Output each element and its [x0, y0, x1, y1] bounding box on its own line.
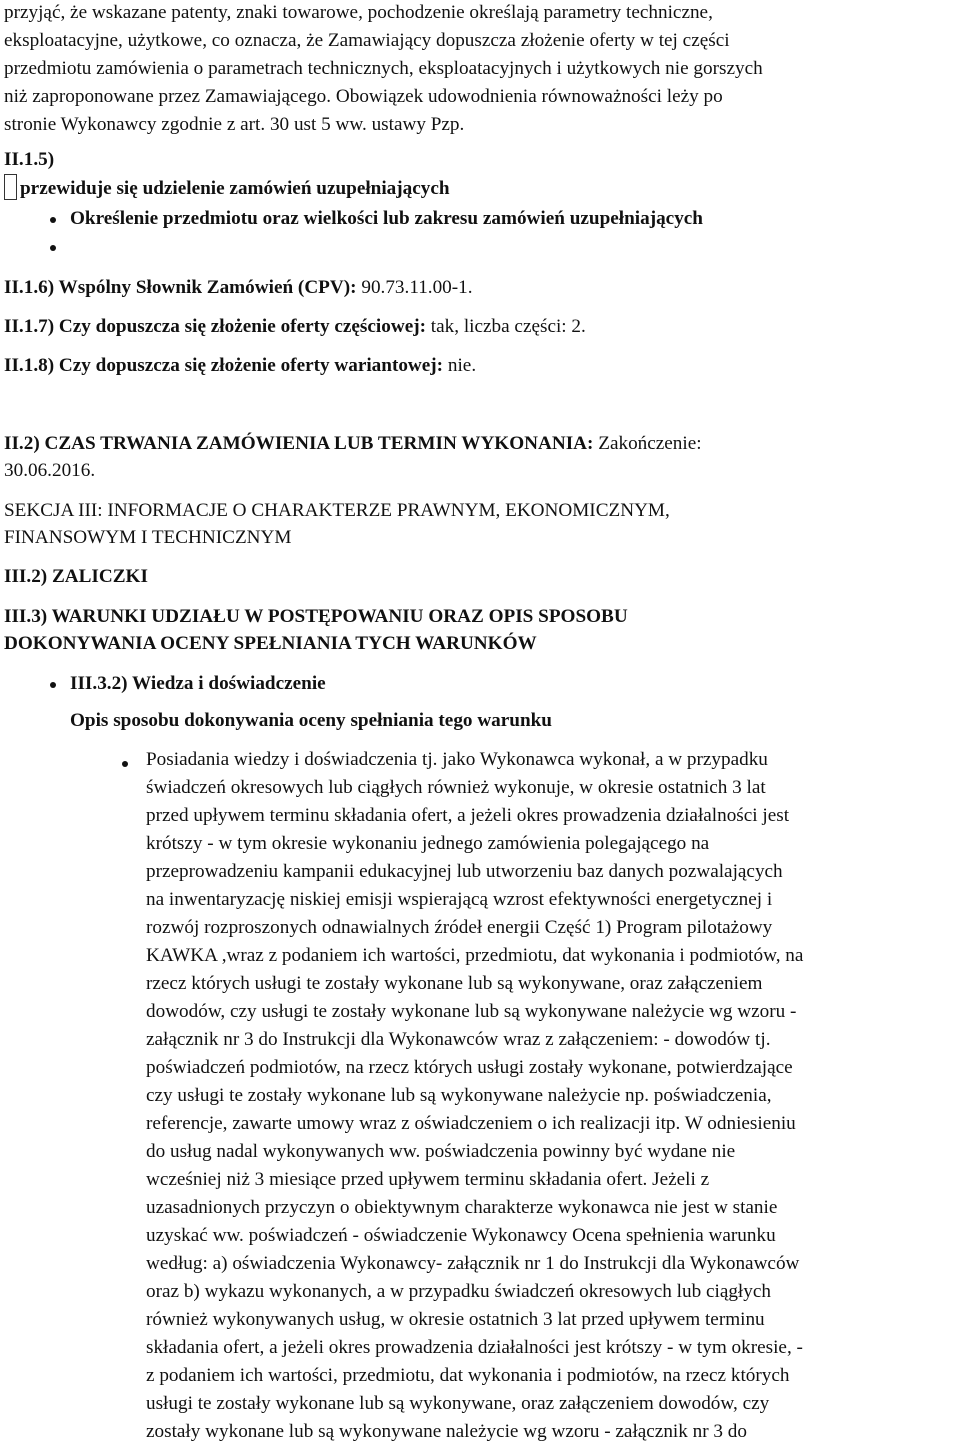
paragraph-line: Posiadania wiedzy i doświadczenia tj. jako Wykonawca wykonał, a w przypadku	[146, 749, 768, 770]
checkbox-zamowienia-uzupelniajace[interactable]	[4, 174, 17, 200]
paragraph-line: z podaniem ich wartości, przedmiotu, dat wykonania i podmiotów, na rzecz których	[146, 1365, 790, 1386]
paragraph-line: na inwentaryzację niskiej emisji wspierającą wzrost efektywności energetycznej i	[146, 889, 773, 910]
partial-offer-label: II.1.7) Czy dopuszcza się złożenie oferty częściowej:	[4, 316, 426, 337]
cpv-label: II.1.6) Wspólny Słownik Zamówień (CPV):	[4, 277, 357, 298]
condition-paragraph	[146, 746, 958, 1446]
cpv-row	[4, 274, 473, 302]
wiedza-heading: III.3.2) Wiedza i doświadczenie	[70, 673, 326, 694]
duration-label: II.2) CZAS TRWANIA ZAMÓWIENIA LUB TERMIN WYKONANIA:	[4, 433, 594, 454]
intro-paragraph	[4, 0, 954, 139]
paragraph-line: składania ofert, a jeżeli okres prowadzenia działalności jest krótszy - w tym okresie, -	[146, 1337, 803, 1358]
paragraph-line: usługi te zostały wykonane lub są wykonywane, oraz załączeniem dowodów, czy	[146, 1393, 770, 1414]
paragraph-line: przed upływem terminu składania ofert, a jeżeli okres prowadzenia działalności jest	[146, 805, 790, 826]
paragraph-line: uzasadnionych przyczyn o obiektywnym charakterze wykonawca nie jest w stanie	[146, 1197, 778, 1218]
paragraph-line: zostały wykonane lub są wykonywane należycie wg wzoru - załącznik nr 3 do	[146, 1421, 747, 1442]
partial-offer-value: tak, liczba części: 2.	[426, 316, 586, 337]
list-item-text: Określenie przedmiotu oraz wielkości lub zakresu zamówień uzupełniających	[70, 208, 703, 229]
paragraph-line: rozwój rozproszonych odnawialnych źródeł energii Część 1) Program pilotażowy	[146, 917, 773, 938]
section-heading-2-1-5: II.1.5)	[4, 149, 55, 170]
paragraph-line: KAWKA ,wraz z podaniem ich wartości, przedmiotu, dat wykonania i podmiotów, na	[146, 945, 804, 966]
paragraph-line: również wykonywanych usług, w okresie ostatnich 3 lat przed upływem terminu	[146, 1309, 765, 1330]
duration-row	[4, 430, 702, 458]
paragraph-line: uzyskać ww. poświadczeń - oświadczenie Wykonawcy Ocena spełnienia warunku	[146, 1225, 776, 1246]
paragraph-line: załącznik nr 3 do Instrukcji dla Wykonawców wraz z załączeniem: - dowodów tj.	[146, 1029, 771, 1050]
bullet-icon	[50, 245, 56, 251]
paragraph-line: do usług nadal wykonywanych ww. poświadczenia powinny być wydane nie	[146, 1141, 736, 1162]
warunki-heading-cont: DOKONYWANIA OCENY SPEŁNIANIA TYCH WARUNKÓW	[4, 633, 537, 654]
paragraph-line: poświadczeń podmiotów, na rzecz których usługi zostały wykonane, potwierdzające	[146, 1057, 793, 1078]
paragraph-line: rzecz których usługi te zostały wykonane lub są wykonywane, oraz załączeniem	[146, 973, 763, 994]
paragraph-line: według: a) oświadczenia Wykonawcy- załącznik nr 1 do Instrukcji dla Wykonawców	[146, 1253, 800, 1274]
paragraph-line: świadczeń okresowych lub ciągłych również wykonuje, w okresie ostatnich 3 lat	[146, 777, 766, 798]
bullet-icon	[122, 761, 128, 767]
intro-line: niż zaproponowane przez Zamawiającego. Obowiązek udowodnienia równoważności leży po	[4, 86, 723, 107]
duration-date: 30.06.2016.	[4, 460, 96, 481]
paragraph-line: krótszy - w tym okresie wykonaniu jednego zamówienia polegającego na	[146, 833, 710, 854]
paragraph-line: przeprowadzeniu kampanii edukacyjnej lub utworzeniu baz danych pozwalających	[146, 861, 783, 882]
intro-line: przyjąć, że wskazane patenty, znaki towarowe, pochodzenie określają parametry techniczne,	[4, 2, 713, 23]
variant-offer-label: II.1.8) Czy dopuszcza się złożenie oferty wariantowej:	[4, 355, 444, 376]
bullet-icon	[50, 217, 56, 223]
duration-value: Zakończenie:	[593, 433, 702, 454]
bullet-icon	[50, 682, 56, 688]
intro-line: eksploatacyjne, użytkowe, co oznacza, że Zamawiający dopuszcza złożenie oferty w tej części	[4, 30, 730, 51]
section-3-title-cont: FINANSOWYM I TECHNICZNYM	[4, 527, 292, 548]
variant-offer-value: nie.	[443, 355, 477, 376]
paragraph-line: wcześniej niż 3 miesiące przed upływem terminu składania ofert. Jeżeli z	[146, 1169, 710, 1190]
warunki-heading: III.3) WARUNKI UDZIAŁU W POSTĘPOWANIU ORAZ OPIS SPOSOBU	[4, 606, 628, 627]
section-3-title: SEKCJA III: INFORMACJE O CHARAKTERZE PRAWNYM, EKONOMICZNYM,	[4, 500, 670, 521]
paragraph-line: oraz b) wykazu wykonanych, a w przypadku świadczeń okresowych lub ciągłych	[146, 1281, 771, 1302]
paragraph-line: dowodów, czy usługi te zostały wykonane lub są wykonywane należycie wg wzoru -	[146, 1001, 797, 1022]
cpv-value: 90.73.11.00-1.	[356, 277, 473, 298]
partial-offer-row	[4, 313, 586, 341]
variant-offer-row	[4, 352, 476, 380]
intro-line: przedmiotu zamówienia o parametrach technicznych, eksploatacyjnych i użytkowych nie gorszych	[4, 58, 763, 79]
paragraph-line: czy usługi te zostały wykonane lub są wykonywane należycie np. poświadczenia,	[146, 1085, 772, 1106]
checkbox-row	[4, 174, 450, 203]
zaliczki-heading: III.2) ZALICZKI	[4, 566, 148, 587]
checkbox-label: przewiduje się udzielenie zamówień uzupełniających	[20, 178, 450, 199]
opis-heading: Opis sposobu dokonywania oceny spełniania tego warunku	[70, 710, 552, 731]
intro-line: stronie Wykonawcy zgodnie z art. 30 ust 5 ww. ustawy Pzp.	[4, 114, 465, 135]
paragraph-line: referencje, zawarte umowy wraz z oświadczeniem o ich realizacji itp. W odniesieniu	[146, 1113, 796, 1134]
